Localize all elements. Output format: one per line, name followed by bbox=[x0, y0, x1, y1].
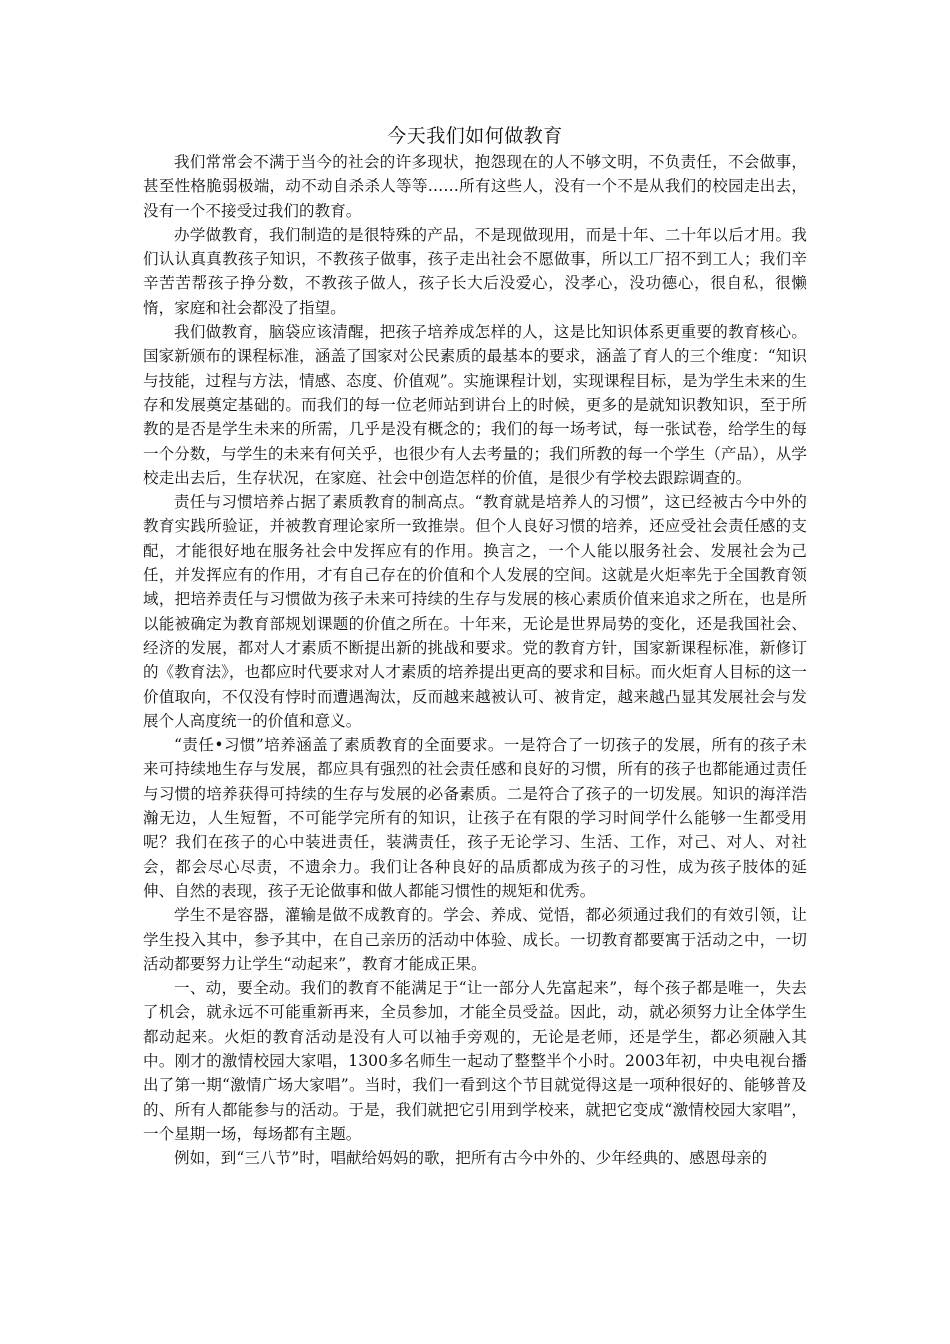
paragraph-3: 我们做教育，脑袋应该清醒，把孩子培养成怎样的人，这是比知识体系更重要的教育核心。国家新颁布的课程标准，涵盖了国家对公民素质的最基本的要求，涵盖了育人的三个维度：“知识与技能，过程与方法，情感、态度、价值观”。实施课程计划，实现课程目标，是为学生未来的生存和发展奠定基础的。而我们的每一位老师站到讲台上的时候，更多的是就知识教知识，至于所教的是否是学生未来的所需，几乎是没有概念的；我们的每一场考试，每一张试卷，给学生的每一个分数，与学生的未来有何关乎，也很少有人去考量的；我们所教的每一个学生（产品），从学校走出去后，生存状况，在家庭、社会中创造怎样的价值，是很少有学校去跟踪调查的。 bbox=[143, 323, 807, 487]
paragraph-2: 办学做教育，我们制造的是很特殊的产品，不是现做现用，而是十年、二十年以后才用。我们认认真真教孩子知识，不教孩子做事，孩子走出社会不愿做事，所以工厂招不到工人；我们辛辛苦苦帮孩子挣分数，不教孩子做人，孩子长大后没爱心，没孝心，没功德心，很自私，很懒惰，家庭和社会都没了指望。 bbox=[143, 225, 807, 317]
paragraph-4: 责任与习惯培养占据了素质教育的制高点。“教育就是培养人的习惯”，这已经被古今中外的教育实践所验证，并被教育理论家所一致推崇。但个人良好习惯的培养，还应受社会责任感的支配，才能很好地在服务社会中发挥应有的作用。换言之，一个人能以服务社会、发展社会为己任，并发挥应有的作用，才有自己存在的价值和个人发展的空间。这就是火炬率先于全国教育领域，把培养责任与习惯做为孩子未来可持续的生存与发展的核心素质价值来追求之所在，也是所以能被确定为教育部规划课题的价值之所在。十年来，无论是世界局势的变化，还是我国社会、经济的发展，都对人才素质不断提出新的挑战和要求。党的教育方针，国家新课程标准，新修订的《教育法》，也都应时代要求对人才素质的培养提出更高的要求和目标。而火炬育人目标的这一价值取向，不仅没有悖时而遭遇淘汰，反而越来越被认可、被肯定，越来越凸显其发展社会与发展个人高度统一的价值和意义。 bbox=[143, 493, 807, 730]
document-title: 今天我们如何做教育 bbox=[387, 125, 563, 147]
paragraph-8: 例如，到“三八节”时，唱献给妈妈的歌，把所有古今中外的、少年经典的、感恩母亲的 bbox=[174, 1149, 768, 1168]
paragraph-6: 学生不是容器，灌输是做不成教育的。学会、养成、觉悟，都必须通过我们的有效引领，让学生投入其中，参予其中，在自己亲历的活动中体验、成长。一切教育都要寓于活动之中，一切活动都要努力让学生“动起来”，教育才能成正果。 bbox=[143, 906, 807, 973]
paragraph-7: 一、动，要全动。我们的教育不能满足于“让一部分人先富起来”，每个孩子都是唯一，失去了机会，就永远不可能重新再来，全员参加，才能全员受益。因此，动，就必须努力让全体学生都动起来。火炬的教育活动是没有人可以袖手旁观的，无论是老师，还是学生，都必须融入其中。刚才的激情校园大家唱，1300多名师生一起动了整整半个小时。2003年初，中央电视台播出了第一期“激情广场大家唱”。当时，我们一看到这个节目就觉得这是一项种很好的、能够普及的、所有人都能参与的活动。于是，我们就把它引用到学校来，就把它变成“激情校园大家唱”，一个星期一场，每场都有主题。 bbox=[143, 979, 807, 1143]
paragraph-1: 我们常常会不满于当今的社会的许多现状，抱怨现在的人不够文明，不负责任，不会做事，甚至性格脆弱极端，动不动自杀杀人等等……所有这些人，没有一个不是从我们的校园走出去，没有一个不接受过我们的教育。 bbox=[143, 153, 807, 220]
document-page bbox=[143, 122, 807, 1170]
paragraph-5: “责任•习惯”培养涵盖了素质教育的全面要求。一是符合了一切孩子的发展，所有的孩子未来可持续地生存与发展，都应具有强烈的社会责任感和良好的习惯，所有的孩子也都能通过责任与习惯的培养获得可持续的生存与发展的必备素质。二是符合了孩子的一切发展。知识的海洋浩瀚无边，人生短暂，不可能学完所有的知识，让孩子在有限的学习时间学什么能够一生都受用呢？我们在孩子的心中装进责任，装满责任，孩子无论学习、生活、工作，对己、对人、对社会，都会尽心尽责，不遗余力。我们让各种良好的品质都成为孩子的习性，成为孩子肢体的延伸、自然的表现，孩子无论做事和做人都能习惯性的规矩和优秀。 bbox=[143, 736, 807, 900]
